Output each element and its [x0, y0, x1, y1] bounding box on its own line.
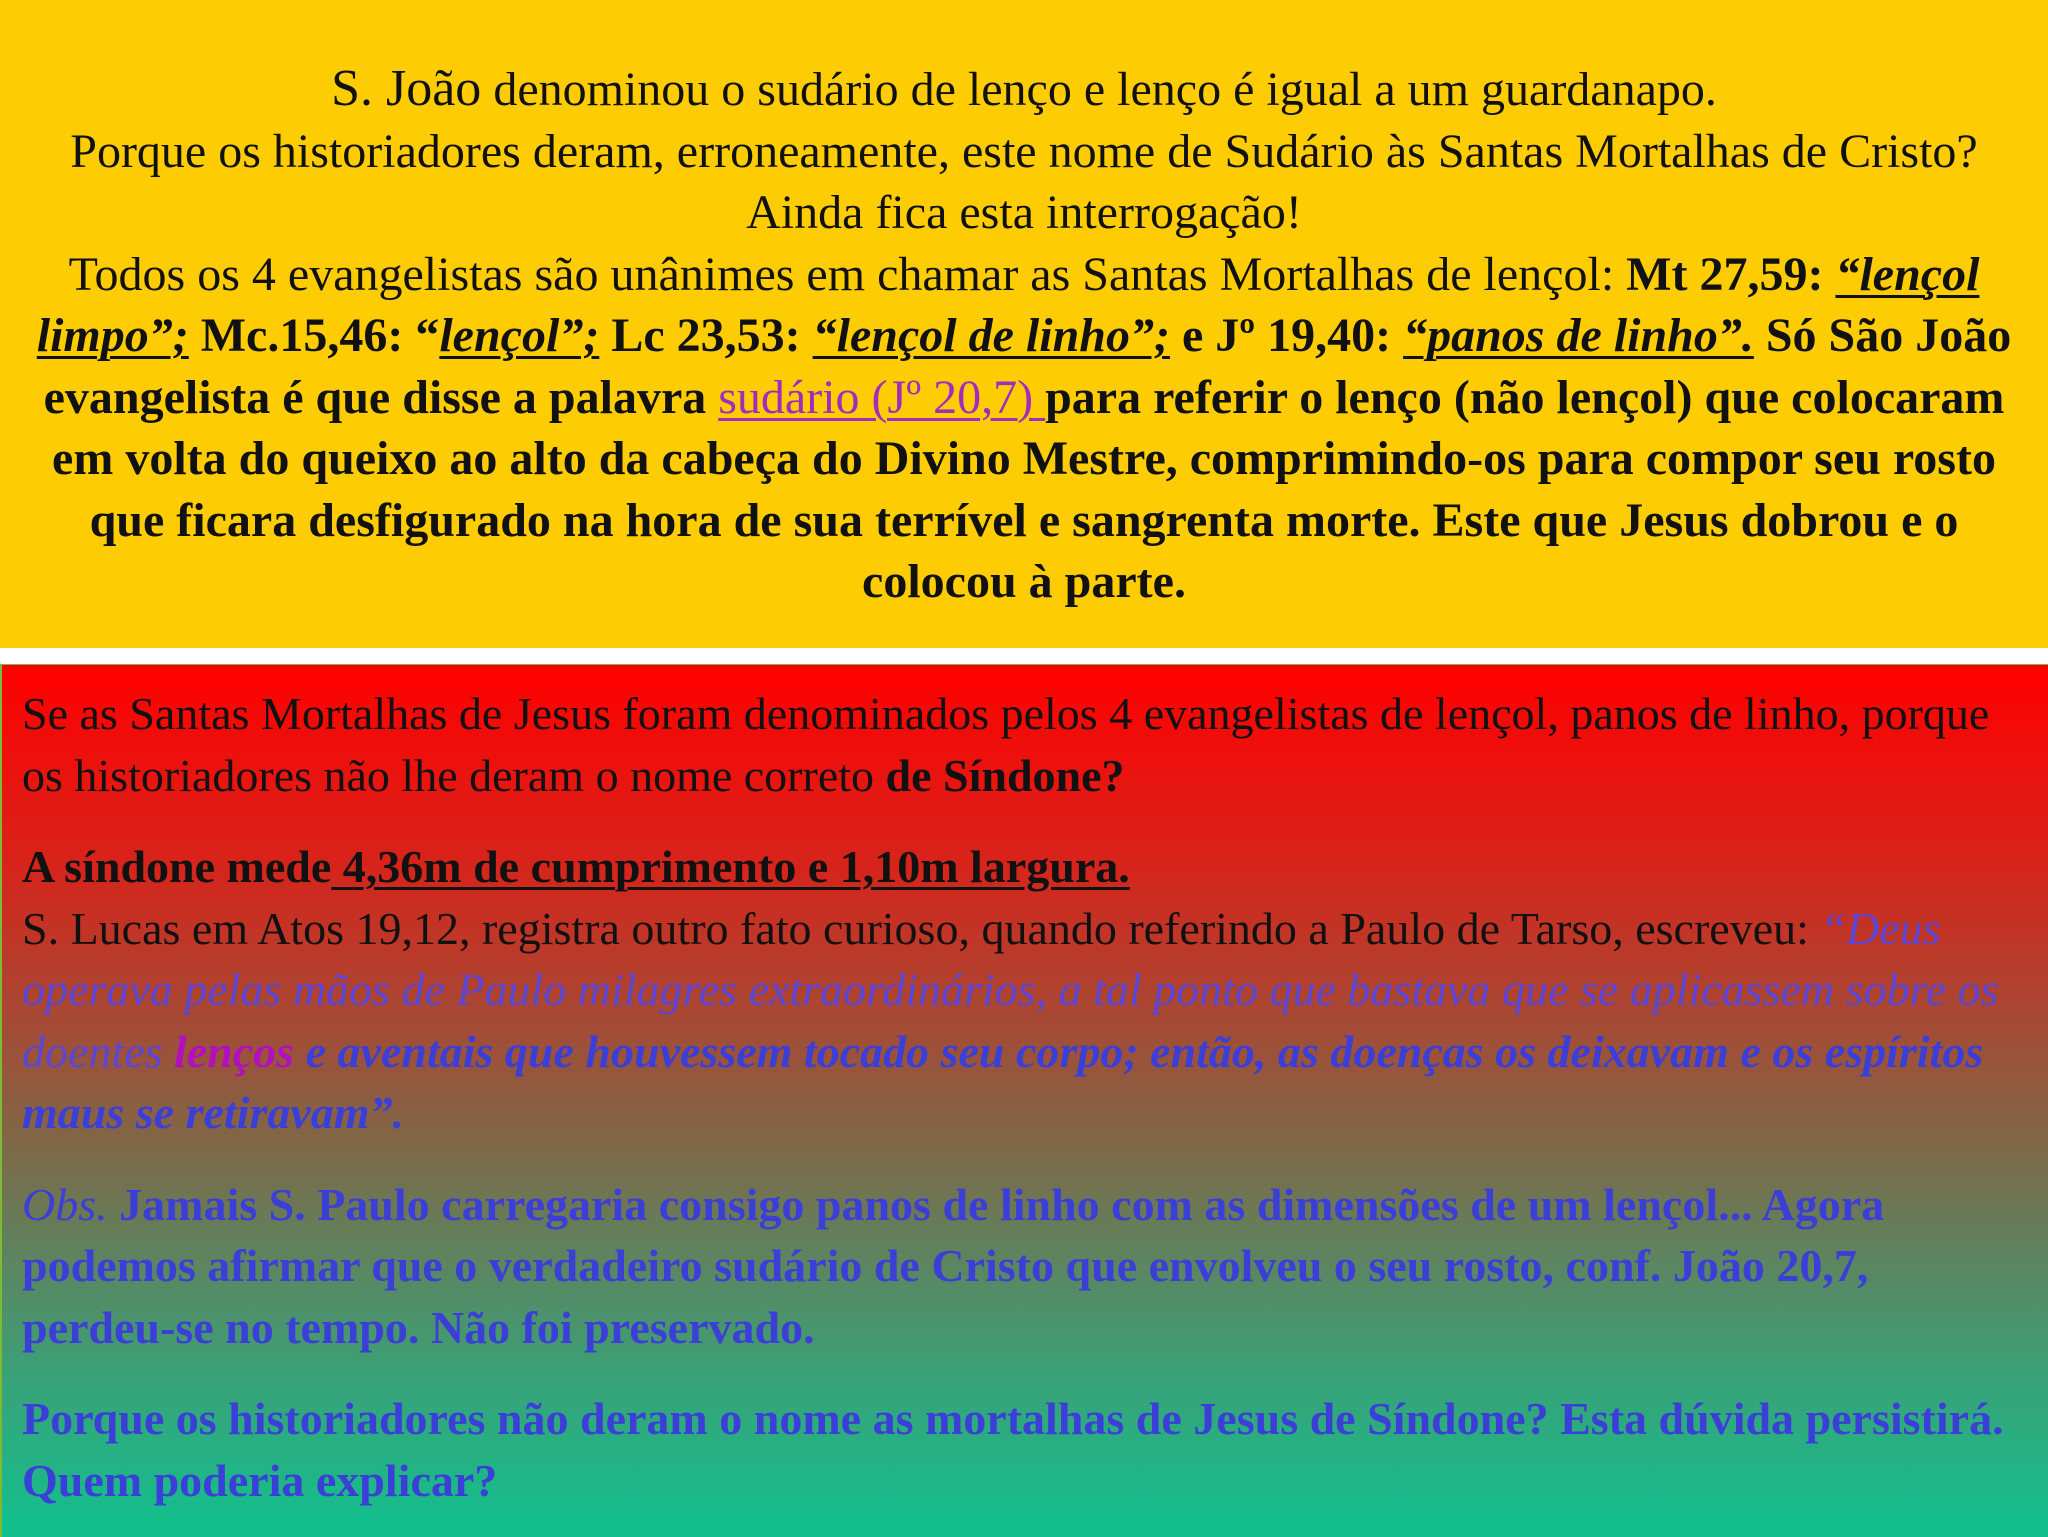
p3-obs: Obs.: [22, 1178, 108, 1230]
paragraph-2: [22, 836, 2032, 1144]
sao-joao-name: S. João: [331, 60, 482, 117]
jo-ref: e Jº 19,40:: [1169, 309, 1404, 362]
line2-text: Porque os historiadores deram, erroneamente, este nome de Sudário às Santas Mortalhas de Cristo? Ainda fica esta interrogação!: [70, 124, 1978, 239]
top-paragraph: [24, 58, 2024, 613]
p2-quote-plain: “Deus operava pelas mãos de Paulo milagres extraordinários, a tal ponto que bastava que se aplicassem sobre os doentes: [22, 902, 1999, 1077]
lc-quote: “lençol de linho”;: [812, 309, 1170, 362]
p2-lucas: S. Lucas em Atos 19,12, registra outro fato curioso, quando referindo a Paulo de Tarso, escreveu:: [22, 902, 1821, 954]
jo-quote: “panos de linho”.: [1403, 309, 1754, 362]
top-yellow-box: [0, 0, 2048, 648]
paragraph-3: [22, 1174, 2032, 1359]
p1-text: Se as Santas Mortalhas de Jesus foram denominados pelos 4 evangelistas de lençol, panos de linho, porque os historiadores não lhe deram o nome correto: [22, 688, 1990, 801]
p2-bold: A síndone mede: [22, 841, 332, 892]
so-sao-joao-text: Só São João evangelista é que disse a palavra: [43, 309, 2012, 424]
line1-text: denominou o sudário de lenço e lenço é igual a um guardanapo.: [481, 63, 1717, 116]
paragraph-1: [22, 683, 2032, 806]
bottom-text-body: [22, 683, 2032, 1511]
mc-quote: lençol”;: [439, 309, 600, 362]
p2-quote-bold: e aventais que houvessem tocado seu corpo; então, as doenças os deixavam e os espíritos maus se retiravam”.: [22, 1025, 1984, 1138]
mt-quote: “lençol limpo”;: [36, 247, 1980, 362]
p4-text: Porque os historiadores não deram o nome as mortalhas de Jesus de Síndone? Esta dúvida persistirá. Quem poderia explicar?: [22, 1393, 2004, 1506]
p2-quote-lencos: lenços: [174, 1025, 295, 1077]
p1-bold: de Síndone?: [885, 749, 1125, 801]
lc-ref: Lc 23,53:: [599, 309, 813, 362]
line3-text: Todos os 4 evangelistas são unânimes em chamar as Santas Mortalhas de lençol:: [68, 247, 1627, 301]
mt-ref: Mt 27,59:: [1626, 247, 1836, 301]
paragraph-4: [22, 1388, 2032, 1511]
bottom-gradient-box: [0, 664, 2048, 1537]
sudario-link[interactable]: sudário (Jº 20,7): [718, 370, 1046, 424]
top-rest-text: para referir o lenço (não lençol) que colocaram em volta do queixo ao alto da cabeça do Divino Mestre, comprimindo-os para compor seu rosto que ficara desfigurado na hora de sua terrível e sangrenta morte. Este que Jesus dobrou e o colocou à parte.: [52, 370, 2005, 608]
p2-dimensions: 4,36m de cumprimento e 1,10m largura.: [331, 841, 1130, 892]
p3-text: Jamais S. Paulo carregaria consigo panos de linho com as dimensões de um lençol... Agora podemos afirmar que o verdadeiro sudário de Cristo que envolveu o seu rosto, conf. João 20,7, perdeu-se no tempo. Não foi preservado.: [22, 1178, 1885, 1353]
mc-ref: Mc.15,46: “: [188, 309, 440, 362]
